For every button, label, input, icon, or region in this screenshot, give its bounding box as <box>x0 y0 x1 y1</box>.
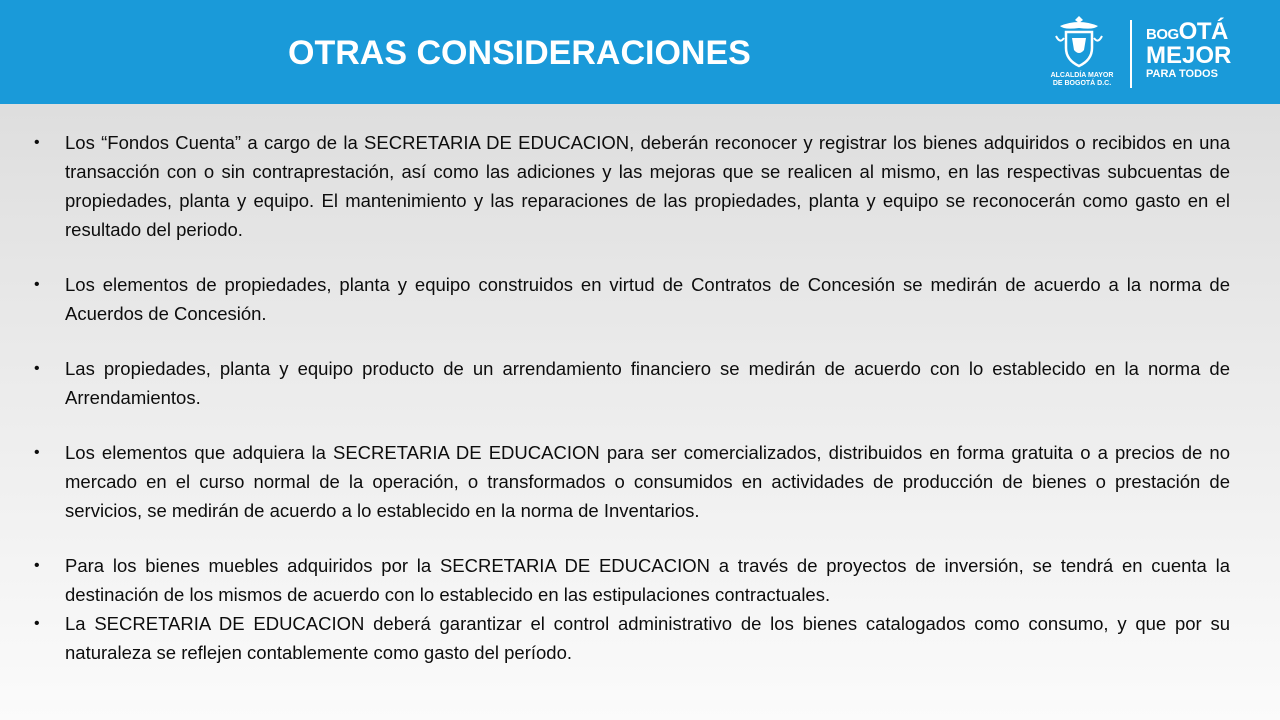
bullet-icon: • <box>34 615 40 632</box>
list-item <box>34 128 1230 244</box>
logo-mejor: MEJOR <box>1146 42 1232 69</box>
logo-ota: OTÁ <box>1178 18 1228 45</box>
header-bar <box>0 0 1280 104</box>
bogota-mejor-logo <box>1146 20 1231 80</box>
page-title: OTRAS CONSIDERACIONES <box>288 34 751 72</box>
list-item-text: Los elementos de propiedades, planta y equipo construidos en virtud de Contratos de Concesión se medirán de acuerdo a la norma de Acuerdos de Concesión. <box>65 274 1230 324</box>
bullet-icon: • <box>34 360 40 377</box>
list-item-text: Los “Fondos Cuenta” a cargo de la SECRETARIA DE EDUCACION, deberán reconocer y registrar los bienes adquiridos o recibidos en una transacción con o sin contraprestación, así como las adiciones y las mejoras que se realicen al mismo, en las respectivas subcuentas de propiedades, planta y equipo. El mantenimiento y las reparaciones de las propiedades, planta y equipo se reconocerán como gasto en el resultado del periodo. <box>65 132 1230 240</box>
bullet-list <box>34 128 1230 667</box>
list-item-text: Los elementos que adquiera la SECRETARIA DE EDUCACION para ser comercializados, distribuidos en forma gratuita o a precios de no mercado en el curso normal de la operación, o transformados o consumidos en actividades de producción de bienes o prestación de servicios, se medirán de acuerdo a lo establecido en la norma de Inventarios. <box>65 442 1230 521</box>
bullet-icon: • <box>34 557 40 574</box>
coat-of-arms-icon <box>1054 14 1104 70</box>
logo-bog: BOG <box>1146 26 1179 43</box>
alcaldia-logo-text: ALCALDÍA MAYOR DE BOGOTÁ D.C. <box>1050 72 1114 87</box>
list-item-text: Las propiedades, planta y equipo producto de un arrendamiento financiero se medirán de acuerdo con lo establecido en la norma de Arrendamientos. <box>65 358 1230 408</box>
list-item <box>34 609 1230 667</box>
list-item-text: La SECRETARIA DE EDUCACION deberá garantizar el control administrativo de los bienes catalogados como consumo, y que por su naturaleza se reflejen contablemente como gasto del período. <box>65 613 1230 663</box>
bullet-icon: • <box>34 134 40 151</box>
list-item <box>34 354 1230 412</box>
list-item-text: Para los bienes muebles adquiridos por la SECRETARIA DE EDUCACION a través de proyectos de inversión, se tendrá en cuenta la destinación de los mismos de acuerdo con lo establecido en las estipulaciones contractuales. <box>65 555 1230 605</box>
list-item <box>34 551 1230 609</box>
list-item <box>34 270 1230 328</box>
logo-divider <box>1130 20 1132 88</box>
bullet-icon: • <box>34 276 40 293</box>
bullet-icon: • <box>34 444 40 461</box>
logos <box>1050 14 1270 94</box>
logo-para-todos: PARA TODOS <box>1146 68 1218 80</box>
list-item <box>34 438 1230 525</box>
